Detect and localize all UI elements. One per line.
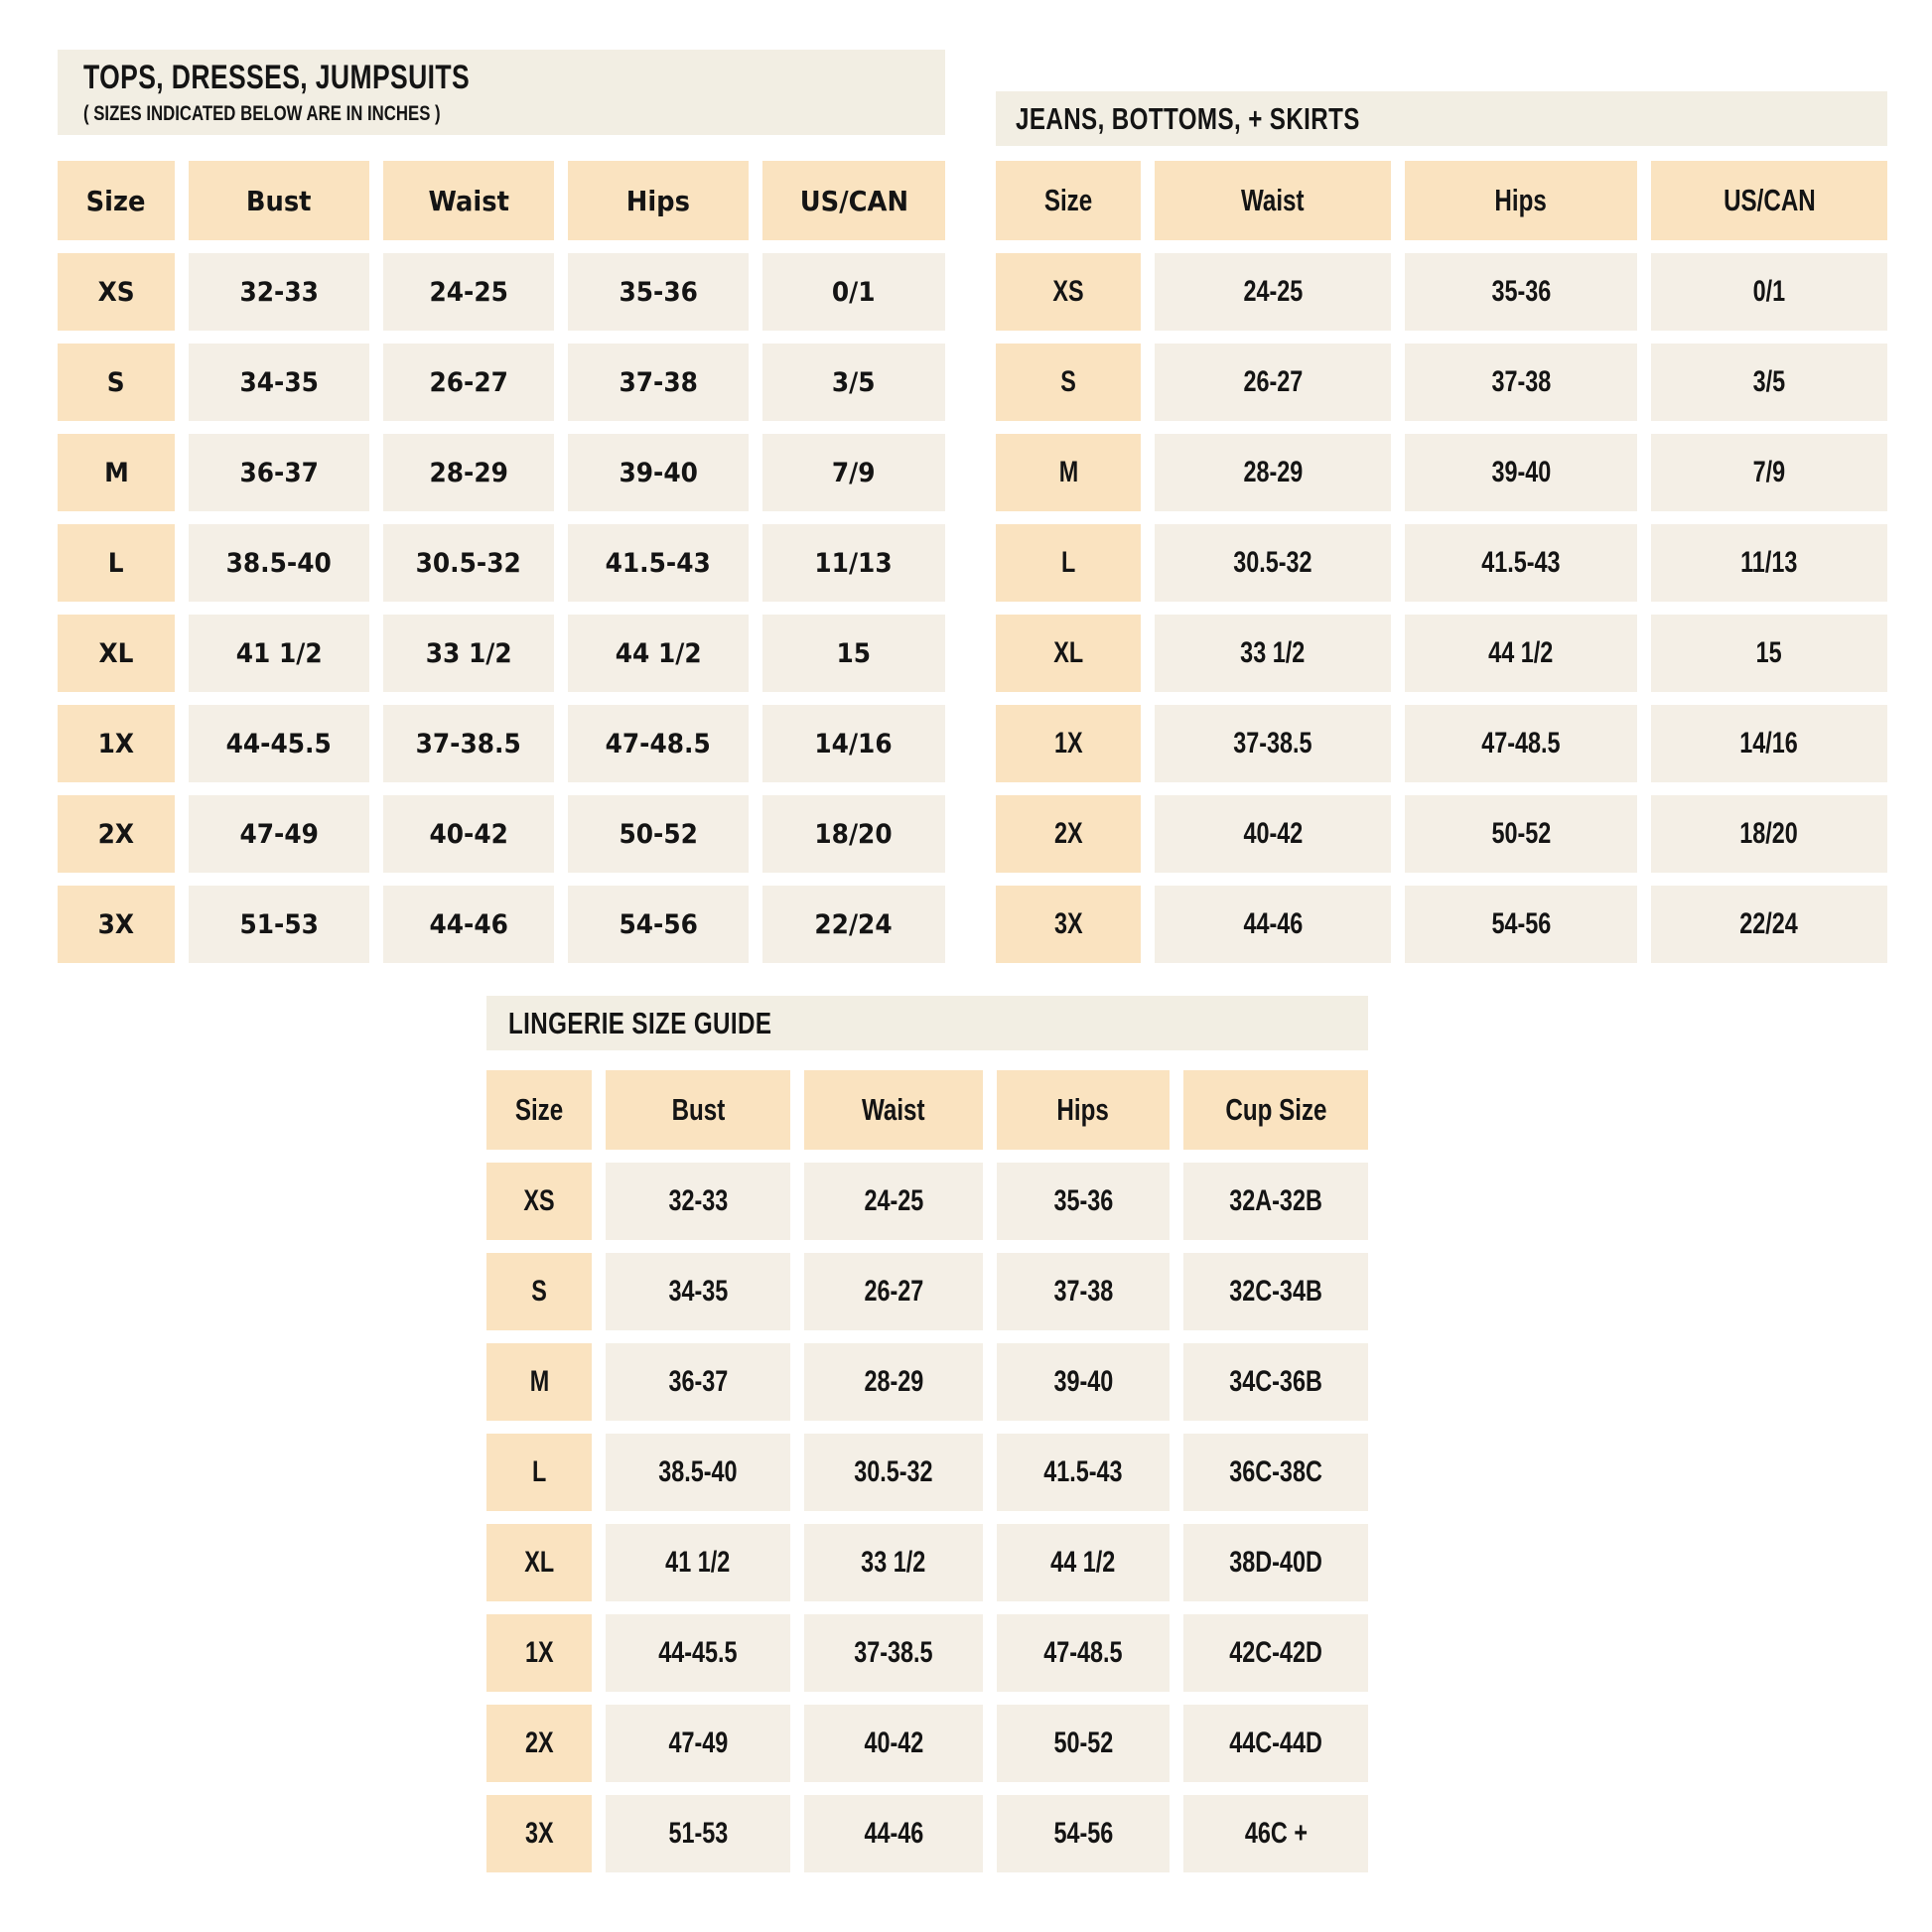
tops-row-1x-hips-cell	[568, 705, 749, 782]
tops-title-block	[58, 50, 945, 135]
tops-row-xs-bust-cell	[189, 253, 369, 331]
jeans-row-xs-waist-cell	[1155, 253, 1391, 331]
tops-row-xs-size-cell	[58, 253, 175, 331]
tops-row-m-waist-cell	[383, 434, 554, 511]
tops-row-xl-hips-cell	[568, 615, 749, 692]
cell-text: 38D-40D	[1229, 1546, 1322, 1579]
cell-text: 33 1/2	[1240, 636, 1306, 669]
jeans-row-s-waist-cell	[1155, 344, 1391, 421]
cell-text: 14/16	[814, 728, 894, 759]
jeans-row-xl-hips-cell	[1405, 615, 1637, 692]
cell-text: Size	[86, 184, 146, 217]
cell-text: 44-45.5	[225, 728, 333, 759]
lingerie-row-1x-cup-size-cell	[1183, 1614, 1368, 1692]
lingerie-size-table	[486, 1070, 1368, 1872]
tops-row-3x-waist-cell	[383, 886, 554, 963]
cell-text: 2X	[524, 1726, 554, 1759]
cell-text: 50-52	[1053, 1726, 1113, 1759]
cell-text: 44-46	[864, 1817, 923, 1850]
tops-row-3x-hips-cell	[568, 886, 749, 963]
lingerie-row-2x-waist-cell	[804, 1705, 983, 1782]
tops-row-2x-bust-cell	[189, 795, 369, 873]
tops-header-waist	[383, 161, 554, 240]
jeans-row-1x-size-cell	[996, 705, 1141, 782]
lingerie-row-s-waist-cell	[804, 1253, 983, 1330]
cell-text: 32A-32B	[1229, 1184, 1322, 1217]
cell-text: 37-38.5	[854, 1636, 933, 1669]
lingerie-row-s-cup-size-cell	[1183, 1253, 1368, 1330]
tops-row-xs-hips-cell	[568, 253, 749, 331]
cell-text: 7/9	[1752, 456, 1786, 488]
tops-row-xl-waist-cell	[383, 615, 554, 692]
lingerie-row-l-cup-size-cell	[1183, 1434, 1368, 1511]
tops-row-xl-us-can-cell	[762, 615, 945, 692]
cell-text: S	[1060, 365, 1076, 398]
cell-text: 54-56	[619, 908, 698, 940]
cell-text: Hips	[1494, 183, 1548, 217]
lingerie-row-3x-hips-cell	[997, 1795, 1170, 1872]
lingerie-row-2x-hips-cell	[997, 1705, 1170, 1782]
cell-text: 22/24	[814, 908, 894, 940]
tops-row-1x-size-cell	[58, 705, 175, 782]
jeans-row-s-size-cell	[996, 344, 1141, 421]
cell-text: 39-40	[619, 457, 698, 488]
lingerie-header-bust	[606, 1070, 790, 1150]
cell-text: XL	[1053, 636, 1083, 669]
cell-text: 18/20	[814, 818, 894, 850]
lingerie-row-1x-hips-cell	[997, 1614, 1170, 1692]
lingerie-header-size	[486, 1070, 592, 1150]
cell-text: US/CAN	[1723, 183, 1816, 217]
cell-text: 50-52	[619, 818, 698, 850]
cell-text: 0/1	[1752, 275, 1786, 308]
cell-text: 11/13	[814, 547, 894, 579]
cell-text: 41.5-43	[605, 547, 712, 579]
cell-text: 2X	[1053, 817, 1083, 850]
lingerie-row-xs-waist-cell	[804, 1163, 983, 1240]
lingerie-row-xl-cup-size-cell	[1183, 1524, 1368, 1601]
lingerie-header-cup-size	[1183, 1070, 1368, 1150]
cell-text: Bust	[671, 1092, 725, 1127]
cell-text: 54-56	[1053, 1817, 1113, 1850]
cell-text: 47-48.5	[1043, 1636, 1123, 1669]
cell-text: 44 1/2	[1050, 1546, 1116, 1579]
cell-text: Waist	[862, 1092, 925, 1127]
cell-text: M	[1058, 456, 1078, 488]
cell-text: 44 1/2	[1488, 636, 1554, 669]
cell-text: 44-46	[1243, 907, 1303, 940]
tops-row-m-us-can-cell	[762, 434, 945, 511]
jeans-row-1x-hips-cell	[1405, 705, 1637, 782]
lingerie-row-m-size-cell	[486, 1343, 592, 1421]
cell-text: 50-52	[1491, 817, 1551, 850]
cell-text: 35-36	[1053, 1184, 1113, 1217]
cell-text: 3/5	[1752, 365, 1786, 398]
tops-size-table	[58, 161, 945, 963]
jeans-table-title	[1016, 101, 1887, 137]
jeans-row-1x-us-can-cell	[1651, 705, 1887, 782]
cell-text: 14/16	[1739, 727, 1799, 759]
cell-text: 47-49	[668, 1726, 728, 1759]
cell-text: 30.5-32	[1233, 546, 1312, 579]
cell-text: 44 1/2	[615, 637, 702, 669]
jeans-row-xs-us-can-cell	[1651, 253, 1887, 331]
cell-text: 36-37	[239, 457, 319, 488]
tops-table-title	[83, 59, 945, 97]
cell-text: 1X	[97, 728, 135, 759]
lingerie-row-xl-size-cell	[486, 1524, 592, 1601]
jeans-header-hips	[1405, 161, 1637, 240]
cell-text: Hips	[625, 184, 691, 217]
lingerie-row-3x-waist-cell	[804, 1795, 983, 1872]
jeans-row-2x-hips-cell	[1405, 795, 1637, 873]
cell-text: 39-40	[1491, 456, 1551, 488]
cell-text: 34-35	[239, 366, 319, 398]
tops-title-text: TOPS, DRESSES, JUMPSUITS	[83, 59, 471, 96]
cell-text: 51-53	[668, 1817, 728, 1850]
cell-text: L	[108, 547, 124, 579]
cell-text: 47-49	[239, 818, 319, 850]
cell-text: 41.5-43	[1481, 546, 1561, 579]
cell-text: 3/5	[832, 366, 876, 398]
lingerie-title-text: LINGERIE SIZE GUIDE	[508, 1005, 772, 1040]
lingerie-row-2x-bust-cell	[606, 1705, 790, 1782]
cell-text: 40-42	[429, 818, 508, 850]
jeans-row-xs-size-cell	[996, 253, 1141, 331]
tops-row-1x-us-can-cell	[762, 705, 945, 782]
lingerie-title-block	[486, 996, 1368, 1050]
jeans-size-table	[996, 161, 1887, 963]
tops-row-m-size-cell	[58, 434, 175, 511]
cell-text: 35-36	[1491, 275, 1551, 308]
tops-row-3x-size-cell	[58, 886, 175, 963]
tops-row-xs-waist-cell	[383, 253, 554, 331]
lingerie-row-2x-size-cell	[486, 1705, 592, 1782]
tops-header-size	[58, 161, 175, 240]
cell-text: 34C-36B	[1229, 1365, 1322, 1398]
cell-text: 44C-44D	[1229, 1726, 1322, 1759]
jeans-title-text: JEANS, BOTTOMS, + SKIRTS	[1016, 100, 1360, 136]
tops-table-subtitle	[83, 101, 945, 126]
tops-row-s-waist-cell	[383, 344, 554, 421]
tops-header-us-can	[762, 161, 945, 240]
cell-text: 35-36	[619, 276, 698, 308]
cell-text: S	[531, 1275, 547, 1308]
tops-row-s-size-cell	[58, 344, 175, 421]
cell-text: 3X	[524, 1817, 554, 1850]
cell-text: 39-40	[1053, 1365, 1113, 1398]
tops-row-m-hips-cell	[568, 434, 749, 511]
jeans-row-2x-size-cell	[996, 795, 1141, 873]
lingerie-row-xs-size-cell	[486, 1163, 592, 1240]
lingerie-row-2x-cup-size-cell	[1183, 1705, 1368, 1782]
lingerie-row-s-hips-cell	[997, 1253, 1170, 1330]
cell-text: 37-38	[1491, 365, 1551, 398]
jeans-row-1x-waist-cell	[1155, 705, 1391, 782]
tops-row-m-bust-cell	[189, 434, 369, 511]
tops-header-bust	[189, 161, 369, 240]
cell-text: Bust	[246, 184, 312, 217]
cell-text: XL	[98, 637, 134, 669]
cell-text: 1X	[1053, 727, 1083, 759]
cell-text: 44-46	[429, 908, 508, 940]
jeans-header-size	[996, 161, 1141, 240]
cell-text: Waist	[428, 184, 509, 217]
cell-text: 24-25	[429, 276, 508, 308]
lingerie-row-m-waist-cell	[804, 1343, 983, 1421]
cell-text: 46C +	[1244, 1817, 1308, 1850]
cell-text: 37-38.5	[1233, 727, 1312, 759]
jeans-row-l-hips-cell	[1405, 524, 1637, 602]
tops-row-l-size-cell	[58, 524, 175, 602]
tops-row-l-us-can-cell	[762, 524, 945, 602]
tops-row-s-hips-cell	[568, 344, 749, 421]
cell-text: XS	[1052, 275, 1084, 308]
lingerie-row-1x-waist-cell	[804, 1614, 983, 1692]
jeans-row-l-size-cell	[996, 524, 1141, 602]
lingerie-row-s-bust-cell	[606, 1253, 790, 1330]
cell-text: 37-38.5	[415, 728, 522, 759]
cell-text: XS	[97, 276, 135, 308]
cell-text: 18/20	[1739, 817, 1799, 850]
lingerie-row-xs-cup-size-cell	[1183, 1163, 1368, 1240]
jeans-row-xl-waist-cell	[1155, 615, 1391, 692]
lingerie-row-xl-waist-cell	[804, 1524, 983, 1601]
cell-text: 28-29	[1243, 456, 1303, 488]
jeans-row-3x-size-cell	[996, 886, 1141, 963]
cell-text: 28-29	[864, 1365, 923, 1398]
tops-row-l-bust-cell	[189, 524, 369, 602]
cell-text: 26-27	[864, 1275, 923, 1308]
cell-text: Size	[1043, 183, 1093, 217]
jeans-row-l-us-can-cell	[1651, 524, 1887, 602]
cell-text: 33 1/2	[861, 1546, 926, 1579]
jeans-row-3x-hips-cell	[1405, 886, 1637, 963]
lingerie-row-3x-cup-size-cell	[1183, 1795, 1368, 1872]
tops-row-1x-bust-cell	[189, 705, 369, 782]
cell-text: 47-48.5	[605, 728, 712, 759]
lingerie-row-1x-size-cell	[486, 1614, 592, 1692]
cell-text: 36C-38C	[1229, 1455, 1322, 1488]
jeans-header-us-can	[1651, 161, 1887, 240]
cell-text: 32-33	[239, 276, 319, 308]
jeans-row-3x-waist-cell	[1155, 886, 1391, 963]
jeans-title-block	[996, 91, 1887, 146]
cell-text: S	[107, 366, 125, 398]
tops-row-3x-us-can-cell	[762, 886, 945, 963]
cell-text: Waist	[1241, 183, 1305, 217]
tops-row-2x-size-cell	[58, 795, 175, 873]
cell-text: 0/1	[832, 276, 876, 308]
lingerie-row-m-bust-cell	[606, 1343, 790, 1421]
cell-text: 40-42	[864, 1726, 923, 1759]
jeans-row-3x-us-can-cell	[1651, 886, 1887, 963]
jeans-row-s-hips-cell	[1405, 344, 1637, 421]
cell-text: M	[529, 1365, 549, 1398]
cell-text: 15	[1755, 636, 1783, 669]
lingerie-header-waist	[804, 1070, 983, 1150]
cell-text: 30.5-32	[854, 1455, 933, 1488]
lingerie-row-3x-bust-cell	[606, 1795, 790, 1872]
cell-text: M	[103, 457, 129, 488]
cell-text: 30.5-32	[415, 547, 522, 579]
cell-text: Hips	[1056, 1092, 1110, 1127]
tops-row-xs-us-can-cell	[762, 253, 945, 331]
cell-text: L	[531, 1455, 547, 1488]
cell-text: 36-37	[668, 1365, 728, 1398]
cell-text: 11/13	[1740, 546, 1798, 579]
cell-text: 32C-34B	[1229, 1275, 1322, 1308]
lingerie-row-l-waist-cell	[804, 1434, 983, 1511]
lingerie-row-l-size-cell	[486, 1434, 592, 1511]
jeans-row-s-us-can-cell	[1651, 344, 1887, 421]
cell-text: 37-38	[1053, 1275, 1113, 1308]
cell-text: Cup Size	[1224, 1092, 1327, 1127]
lingerie-row-xs-hips-cell	[997, 1163, 1170, 1240]
lingerie-row-l-hips-cell	[997, 1434, 1170, 1511]
jeans-row-m-size-cell	[996, 434, 1141, 511]
lingerie-header-hips	[997, 1070, 1170, 1150]
tops-row-2x-waist-cell	[383, 795, 554, 873]
tops-row-1x-waist-cell	[383, 705, 554, 782]
lingerie-row-1x-bust-cell	[606, 1614, 790, 1692]
jeans-row-m-hips-cell	[1405, 434, 1637, 511]
tops-row-s-us-can-cell	[762, 344, 945, 421]
cell-text: XL	[524, 1546, 554, 1579]
tops-row-2x-us-can-cell	[762, 795, 945, 873]
cell-text: 37-38	[619, 366, 698, 398]
cell-text: 24-25	[1243, 275, 1303, 308]
tops-row-xl-size-cell	[58, 615, 175, 692]
cell-text: 33 1/2	[425, 637, 512, 669]
cell-text: 41 1/2	[235, 637, 323, 669]
jeans-row-2x-waist-cell	[1155, 795, 1391, 873]
tops-row-xl-bust-cell	[189, 615, 369, 692]
cell-text: 3X	[1053, 907, 1083, 940]
cell-text: 7/9	[832, 457, 876, 488]
cell-text: 24-25	[864, 1184, 923, 1217]
lingerie-row-xl-bust-cell	[606, 1524, 790, 1601]
cell-text: 42C-42D	[1229, 1636, 1322, 1669]
tops-subtitle-text: ( SIZES INDICATED BELOW ARE IN INCHES )	[83, 101, 441, 125]
tops-header-hips	[568, 161, 749, 240]
tops-row-l-hips-cell	[568, 524, 749, 602]
jeans-row-xl-size-cell	[996, 615, 1141, 692]
cell-text: 2X	[97, 818, 135, 850]
jeans-row-xl-us-can-cell	[1651, 615, 1887, 692]
tops-row-s-bust-cell	[189, 344, 369, 421]
cell-text: 38.5-40	[658, 1455, 738, 1488]
lingerie-row-xs-bust-cell	[606, 1163, 790, 1240]
cell-text: 41 1/2	[665, 1546, 731, 1579]
cell-text: Size	[514, 1092, 564, 1127]
cell-text: 38.5-40	[225, 547, 333, 579]
cell-text: 41.5-43	[1043, 1455, 1123, 1488]
cell-text: US/CAN	[799, 184, 908, 217]
lingerie-table-title	[508, 1006, 1368, 1041]
cell-text: 40-42	[1243, 817, 1303, 850]
lingerie-row-s-size-cell	[486, 1253, 592, 1330]
cell-text: 44-45.5	[658, 1636, 738, 1669]
cell-text: 22/24	[1739, 907, 1799, 940]
cell-text: 26-27	[429, 366, 508, 398]
cell-text: 28-29	[429, 457, 508, 488]
lingerie-row-m-cup-size-cell	[1183, 1343, 1368, 1421]
cell-text: 51-53	[239, 908, 319, 940]
cell-text: 26-27	[1243, 365, 1303, 398]
cell-text: L	[1060, 546, 1076, 579]
jeans-row-xs-hips-cell	[1405, 253, 1637, 331]
lingerie-row-3x-size-cell	[486, 1795, 592, 1872]
jeans-row-m-us-can-cell	[1651, 434, 1887, 511]
cell-text: XS	[523, 1184, 555, 1217]
cell-text: 15	[836, 637, 872, 669]
tops-row-l-waist-cell	[383, 524, 554, 602]
cell-text: 32-33	[668, 1184, 728, 1217]
jeans-row-2x-us-can-cell	[1651, 795, 1887, 873]
lingerie-row-m-hips-cell	[997, 1343, 1170, 1421]
lingerie-row-l-bust-cell	[606, 1434, 790, 1511]
tops-row-3x-bust-cell	[189, 886, 369, 963]
cell-text: 47-48.5	[1481, 727, 1561, 759]
cell-text: 1X	[524, 1636, 554, 1669]
lingerie-row-xl-hips-cell	[997, 1524, 1170, 1601]
cell-text: 3X	[97, 908, 135, 940]
cell-text: 34-35	[668, 1275, 728, 1308]
jeans-row-m-waist-cell	[1155, 434, 1391, 511]
jeans-row-l-waist-cell	[1155, 524, 1391, 602]
tops-row-2x-hips-cell	[568, 795, 749, 873]
cell-text: 54-56	[1491, 907, 1551, 940]
jeans-header-waist	[1155, 161, 1391, 240]
